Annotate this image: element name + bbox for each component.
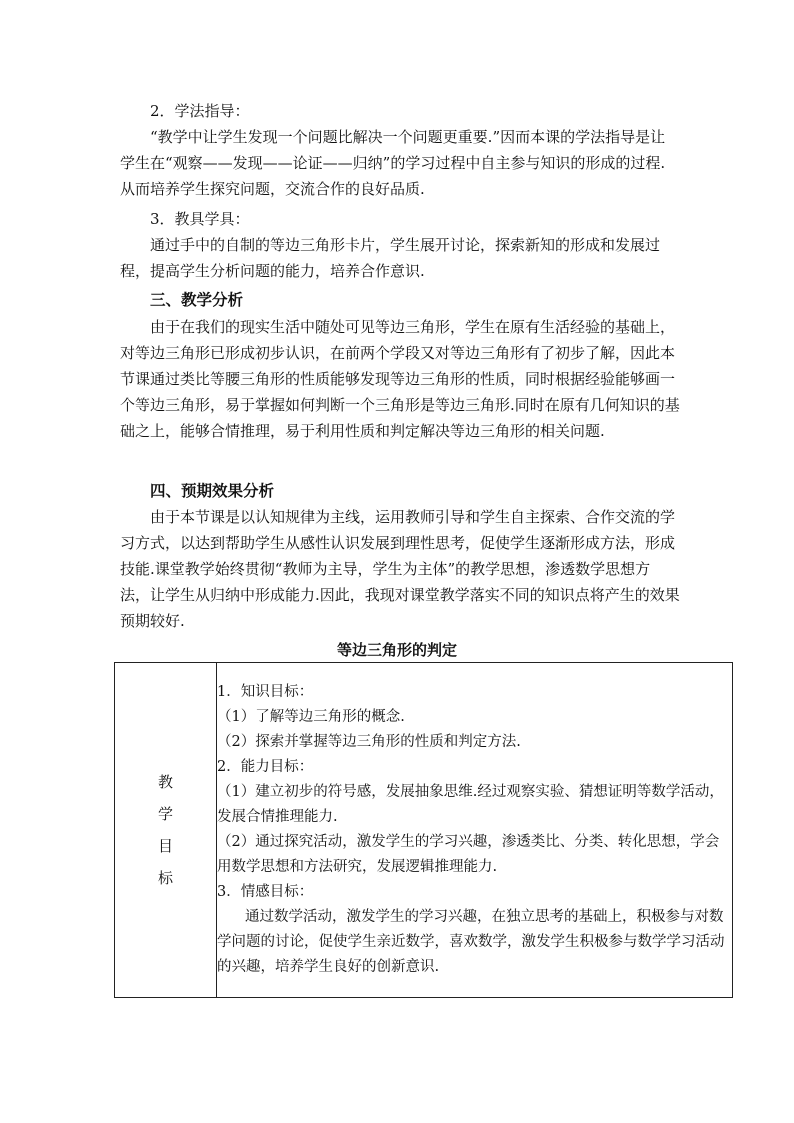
knowledge-goal-item: （1）了解等边三角形的概念. bbox=[217, 709, 405, 725]
teaching-goals-table bbox=[114, 662, 733, 998]
goals-label-char: 标 bbox=[157, 869, 173, 887]
methods-paragraph: “教学中让学生发现一个问题比解决一个问题更重要.”因而本课的学法指导是让学生在“观察——发现——论证——归纳”的学习过程中自主参与知识的形成的过程.从而培养学生探究问题，交流合作的良好品质. bbox=[120, 128, 666, 198]
emotion-goal-heading: 3．情感目标： bbox=[217, 884, 314, 900]
tools-heading: 3．教具学具： bbox=[150, 210, 250, 228]
emotion-goal-text: 通过数学活动，激发学生的学习兴趣，在独立思考的基础上，积极参与对数学问题的讨论，促使学生亲近数学，喜欢数学，激发学生积极参与数学学习活动的兴趣，培养学生良好的创新意识. bbox=[217, 909, 725, 975]
goals-label-cell bbox=[115, 663, 217, 998]
tools-paragraph: 通过手中的自制的等边三角形卡片，学生展开讨论，探索新知的形成和发展过程，提高学生分析问题的能力，培养合作意识. bbox=[120, 236, 661, 280]
knowledge-goal-heading: 1．知识目标： bbox=[217, 684, 314, 700]
expected-paragraph: 由于本节课是以认知规律为主线，运用教师引导和学生自主探索、合作交流的学习方式，以达到帮助学生从感性认识发展到理性思考，促使学生逐渐形成方法，形成技能.课堂教学始终贯彻“教师为主导，学生为主体”的教学思想，渗透数学思想方法，让学生从归纳中形成能力.因此，我现对课堂教学落实不同的知识点将产生的效果预期较好. bbox=[120, 508, 680, 630]
goals-label bbox=[156, 766, 176, 894]
methods-heading: 2．学法指导： bbox=[150, 102, 250, 120]
ability-goal-heading: 2．能力目标： bbox=[217, 759, 314, 775]
ability-goal-item: （1）建立初步的符号感，发展抽象思维.经过观察实验、猜想证明等数学活动，发展合情推理能力. bbox=[217, 784, 724, 825]
goals-table-title: 等边三角形的判定 bbox=[336, 641, 457, 659]
analysis-heading: 三、教学分析 bbox=[150, 290, 244, 309]
goals-label-char: 学 bbox=[157, 805, 173, 823]
ability-goal-item: （2）通过探究活动，激发学生的学习兴趣，渗透类比、分类、转化思想，学会用数学思想和方法研究，发展逻辑推理能力. bbox=[217, 834, 720, 875]
analysis-paragraph: 由于在我们的现实生活中随处可见等边三角形，学生在原有生活经验的基础上，对等边三角形已形成初步认识，在前两个学段又对等边三角形有了初步了解，因此本节课通过类比等腰三角形的性质能够发现等边三角形的性质，同时根据经验能够画一个等边三角形，易于掌握如何判断一个三角形是等边三角形.同时在原有几何知识的基础之上，能够合情推理，易于利用性质和判定解决等边三角形的相关问题. bbox=[120, 318, 680, 440]
goals-content-cell bbox=[217, 663, 733, 998]
expected-heading: 四、预期效果分析 bbox=[150, 481, 275, 500]
goals-label-char: 教 bbox=[157, 773, 173, 791]
goals-label-char: 目 bbox=[157, 837, 173, 855]
knowledge-goal-item: （2）探索并掌握等边三角形的性质和判定方法. bbox=[217, 734, 521, 750]
